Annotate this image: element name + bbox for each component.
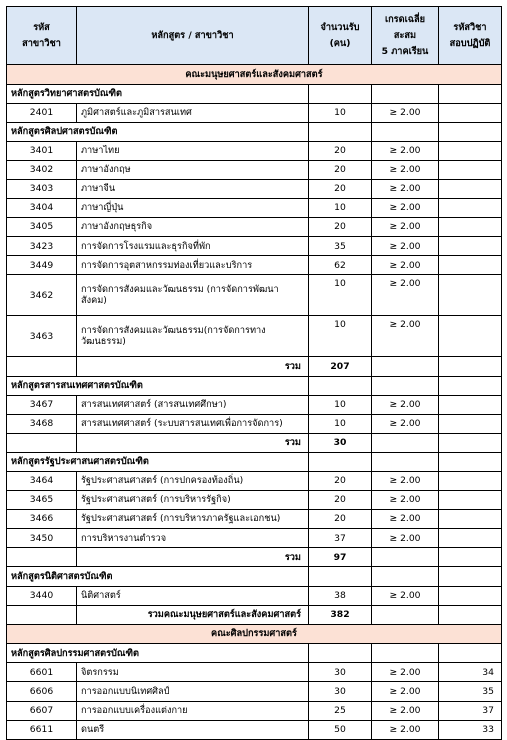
gpa-cell: ≥ 2.00 xyxy=(372,218,439,237)
gpa-cell: ≥ 2.00 xyxy=(372,160,439,179)
faculty-title: คณะศิลปกรรมศาสตร์ xyxy=(7,624,502,644)
quota-cell: 10 xyxy=(309,395,372,414)
quota-cell: 10 xyxy=(309,316,372,357)
exam-cell xyxy=(439,275,502,316)
subtotal-value: 30 xyxy=(309,433,372,452)
code-cell: 3465 xyxy=(7,491,77,510)
exam-cell xyxy=(439,199,502,218)
table-row xyxy=(7,510,502,529)
table-row xyxy=(7,218,502,237)
header-practical-exam: รหัสวิชา สอบปฏิบัติ xyxy=(439,7,502,65)
header-row xyxy=(7,7,502,65)
name-cell: รัฐประศาสนศาสตร์ (การบริหารภาครัฐและเอกชน) xyxy=(77,510,309,529)
gpa-cell: ≥ 2.00 xyxy=(372,395,439,414)
quota-cell: 20 xyxy=(309,472,372,491)
code-cell: 2401 xyxy=(7,103,77,122)
table-row xyxy=(7,586,502,605)
code-cell: 3462 xyxy=(7,275,77,316)
quota-cell: 30 xyxy=(309,682,372,701)
name-cell: ดนตรี xyxy=(77,720,309,739)
table-row xyxy=(7,491,502,510)
subtotal-row xyxy=(7,548,502,567)
faculty-row xyxy=(7,65,502,85)
subtotal-value: 207 xyxy=(309,357,372,376)
name-cell: การบริหารงานตำรวจ xyxy=(77,529,309,548)
exam-cell xyxy=(439,237,502,256)
table-row xyxy=(7,103,502,122)
quota-cell: 20 xyxy=(309,218,372,237)
gpa-cell: ≥ 2.00 xyxy=(372,472,439,491)
quota-cell: 20 xyxy=(309,510,372,529)
gpa-cell: ≥ 2.00 xyxy=(372,529,439,548)
code-cell: 6607 xyxy=(7,701,77,720)
gpa-cell: ≥ 2.00 xyxy=(372,663,439,682)
exam-cell xyxy=(439,160,502,179)
quota-cell: 20 xyxy=(309,179,372,198)
name-cell: ภาษาไทย xyxy=(77,141,309,160)
exam-cell xyxy=(439,141,502,160)
gpa-cell: ≥ 2.00 xyxy=(372,256,439,275)
exam-cell: 34 xyxy=(439,663,502,682)
name-cell: ภาษาอังกฤษ xyxy=(77,160,309,179)
exam-cell xyxy=(439,414,502,433)
gpa-cell: ≥ 2.00 xyxy=(372,141,439,160)
gpa-cell: ≥ 2.00 xyxy=(372,510,439,529)
subtotal-label: รวม xyxy=(77,433,309,452)
exam-cell: 35 xyxy=(439,682,502,701)
gpa-cell: ≥ 2.00 xyxy=(372,414,439,433)
exam-cell xyxy=(439,395,502,414)
name-cell: ภูมิศาสตร์และภูมิสารสนเทศ xyxy=(77,103,309,122)
quota-cell: 50 xyxy=(309,720,372,739)
code-cell: 3423 xyxy=(7,237,77,256)
exam-cell xyxy=(439,179,502,198)
subtotal-row xyxy=(7,433,502,452)
table-row xyxy=(7,237,502,256)
quota-cell: 35 xyxy=(309,237,372,256)
table-row xyxy=(7,179,502,198)
table-row xyxy=(7,663,502,682)
code-cell: 3468 xyxy=(7,414,77,433)
name-cell: การจัดการอุตสาหกรรมท่องเที่ยวและบริการ xyxy=(77,256,309,275)
table-row xyxy=(7,414,502,433)
exam-cell xyxy=(439,256,502,275)
gpa-cell: ≥ 2.00 xyxy=(372,720,439,739)
code-cell: 6606 xyxy=(7,682,77,701)
name-cell: การออกแบบนิเทศศิลป์ xyxy=(77,682,309,701)
faculty-total-value: 382 xyxy=(309,605,372,624)
gpa-cell: ≥ 2.00 xyxy=(372,316,439,357)
gpa-cell: ≥ 2.00 xyxy=(372,701,439,720)
program-row xyxy=(7,452,502,471)
code-cell: 3467 xyxy=(7,395,77,414)
table-row xyxy=(7,395,502,414)
header-program: หลักสูตร / สาขาวิชา xyxy=(77,7,309,65)
program-title: หลักสูตรนิติศาสตรบัณฑิต xyxy=(7,567,309,586)
gpa-cell: ≥ 2.00 xyxy=(372,586,439,605)
name-cell: ภาษาจีน xyxy=(77,179,309,198)
quota-cell: 62 xyxy=(309,256,372,275)
code-cell: 3401 xyxy=(7,141,77,160)
gpa-cell: ≥ 2.00 xyxy=(372,682,439,701)
code-cell: 3440 xyxy=(7,586,77,605)
table-row xyxy=(7,256,502,275)
program-title: หลักสูตรศิลปศาสตรบัณฑิต xyxy=(7,122,309,141)
table-row xyxy=(7,275,502,316)
program-title: หลักสูตรสารสนเทศศาสตรบัณฑิต xyxy=(7,376,309,395)
code-cell: 3466 xyxy=(7,510,77,529)
subtotal-label: รวม xyxy=(77,548,309,567)
exam-cell: 33 xyxy=(439,720,502,739)
gpa-cell: ≥ 2.00 xyxy=(372,275,439,316)
table-row xyxy=(7,701,502,720)
code-cell: 3405 xyxy=(7,218,77,237)
name-cell: การจัดการโรงแรมและธุรกิจที่พัก xyxy=(77,237,309,256)
gpa-cell: ≥ 2.00 xyxy=(372,491,439,510)
program-row xyxy=(7,644,502,663)
faculty-total-label: รวมคณะมนุษยศาสตร์และสังคมศาสตร์ xyxy=(77,605,309,624)
code-cell: 3450 xyxy=(7,529,77,548)
gpa-cell: ≥ 2.00 xyxy=(372,199,439,218)
header-quota: จำนวนรับ (คน) xyxy=(309,7,372,65)
name-cell: จิตรกรรม xyxy=(77,663,309,682)
program-row xyxy=(7,122,502,141)
name-cell: การจัดการสังคมและวัฒนธรรม(การจัดการทางวัฒนธรรม) xyxy=(77,316,309,357)
quota-cell: 20 xyxy=(309,141,372,160)
name-cell: ภาษาอังกฤษธุรกิจ xyxy=(77,218,309,237)
exam-cell xyxy=(439,103,502,122)
subtotal-label: รวม xyxy=(77,357,309,376)
quota-cell: 10 xyxy=(309,199,372,218)
exam-cell xyxy=(439,316,502,357)
exam-cell xyxy=(439,218,502,237)
header-gpa: เกรดเฉลี่ย สะสม 5 ภาคเรียน xyxy=(372,7,439,65)
program-title: หลักสูตรศิลปกรรมศาสตรบัณฑิต xyxy=(7,644,309,663)
program-title: หลักสูตรรัฐประศาสนศาสตรบัณฑิต xyxy=(7,452,309,471)
name-cell: สารสนเทศศาสตร์ (ระบบสารสนเทศเพื่อการจัดการ) xyxy=(77,414,309,433)
quota-cell: 37 xyxy=(309,529,372,548)
name-cell: สารสนเทศศาสตร์ (สารสนเทศศึกษา) xyxy=(77,395,309,414)
name-cell: การจัดการสังคมและวัฒนธรรม (การจัดการพัฒนาสังคม) xyxy=(77,275,309,316)
gpa-cell: ≥ 2.00 xyxy=(372,179,439,198)
faculty-total-row xyxy=(7,605,502,624)
admission-table xyxy=(6,6,502,740)
exam-cell xyxy=(439,510,502,529)
table-row xyxy=(7,682,502,701)
quota-cell: 10 xyxy=(309,414,372,433)
subtotal-value: 97 xyxy=(309,548,372,567)
code-cell: 3463 xyxy=(7,316,77,357)
code-cell: 3449 xyxy=(7,256,77,275)
code-cell: 3404 xyxy=(7,199,77,218)
program-row xyxy=(7,376,502,395)
exam-cell: 37 xyxy=(439,701,502,720)
header-code: รหัส สาขาวิชา xyxy=(7,7,77,65)
program-row xyxy=(7,567,502,586)
exam-cell xyxy=(439,529,502,548)
faculty-row xyxy=(7,624,502,644)
program-row xyxy=(7,84,502,103)
quota-cell: 30 xyxy=(309,663,372,682)
name-cell: รัฐประศาสนศาสตร์ (การบริหารรัฐกิจ) xyxy=(77,491,309,510)
code-cell: 3402 xyxy=(7,160,77,179)
exam-cell xyxy=(439,586,502,605)
table-row xyxy=(7,199,502,218)
quota-cell: 10 xyxy=(309,275,372,316)
table-row xyxy=(7,160,502,179)
code-cell: 6611 xyxy=(7,720,77,739)
quota-cell: 20 xyxy=(309,491,372,510)
faculty-title: คณะมนุษยศาสตร์และสังคมศาสตร์ xyxy=(7,65,502,85)
exam-cell xyxy=(439,491,502,510)
name-cell: นิติศาสตร์ xyxy=(77,586,309,605)
gpa-cell: ≥ 2.00 xyxy=(372,237,439,256)
quota-cell: 38 xyxy=(309,586,372,605)
subtotal-row xyxy=(7,357,502,376)
exam-cell xyxy=(439,472,502,491)
table-row xyxy=(7,529,502,548)
program-title: หลักสูตรวิทยาศาสตรบัณฑิต xyxy=(7,84,309,103)
name-cell: การออกแบบเครื่องแต่งกาย xyxy=(77,701,309,720)
name-cell: รัฐประศาสนศาสตร์ (การปกครองท้องถิ่น) xyxy=(77,472,309,491)
gpa-cell: ≥ 2.00 xyxy=(372,103,439,122)
table-row xyxy=(7,141,502,160)
table-row xyxy=(7,472,502,491)
quota-cell: 10 xyxy=(309,103,372,122)
table-row xyxy=(7,720,502,739)
quota-cell: 20 xyxy=(309,160,372,179)
code-cell: 6601 xyxy=(7,663,77,682)
code-cell: 3464 xyxy=(7,472,77,491)
table-row xyxy=(7,316,502,357)
name-cell: ภาษาญี่ปุ่น xyxy=(77,199,309,218)
code-cell: 3403 xyxy=(7,179,77,198)
quota-cell: 25 xyxy=(309,701,372,720)
